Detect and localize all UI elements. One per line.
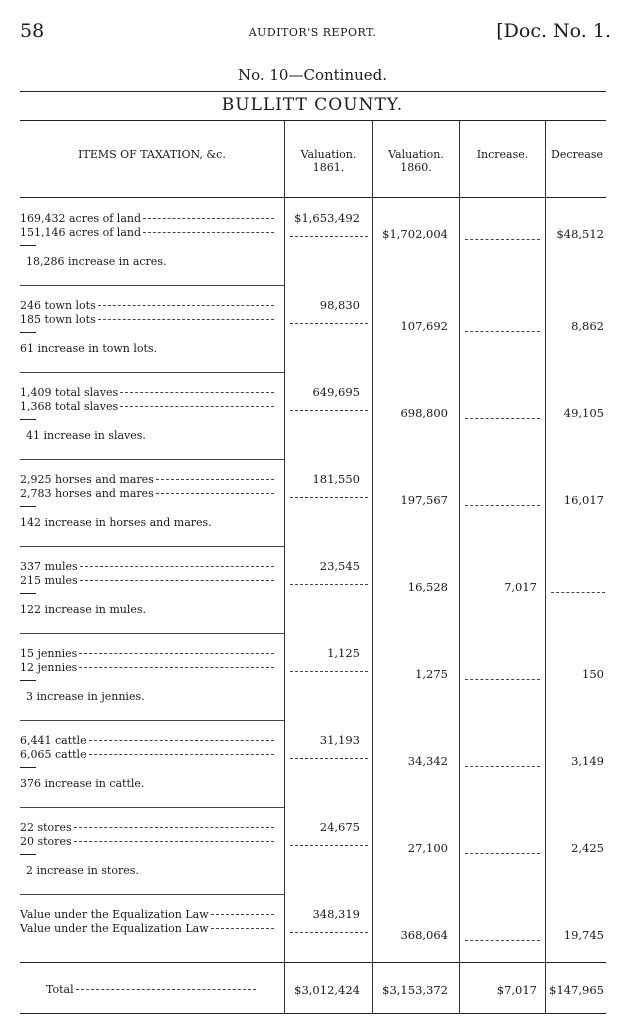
column-divider <box>284 121 285 1014</box>
increase-value: 7,017 <box>504 580 537 594</box>
row-separator <box>20 459 284 460</box>
note-tick <box>20 680 36 681</box>
row-separator <box>20 372 284 373</box>
row-separator <box>20 720 284 721</box>
valuation-1861-rule <box>290 758 368 759</box>
increase-rule <box>465 505 540 506</box>
decrease-rule <box>551 592 605 593</box>
valuation-1860-value: 27,100 <box>407 841 448 855</box>
valuation-1861-rule <box>290 323 368 324</box>
column-divider <box>372 121 373 1014</box>
decrease-value: 49,105 <box>563 406 604 420</box>
valuation-1860-value: $1,702,004 <box>382 227 448 241</box>
item-line: Value under the Equalization Law <box>20 922 274 936</box>
rule-total-top <box>20 962 606 963</box>
item-line: 246 town lots <box>20 299 274 313</box>
increase-note: 18,286 increase in acres. <box>26 255 167 268</box>
valuation-1860-value: 197,567 <box>400 493 448 507</box>
note-tick <box>20 245 36 246</box>
item-line: 20 stores <box>20 835 274 849</box>
doc-number: [Doc. No. 1. <box>496 20 611 42</box>
increase-rule <box>465 766 540 767</box>
item-line: 215 mules <box>20 574 274 588</box>
note-tick <box>20 593 36 594</box>
table-title: No. 10—Continued. <box>237 66 388 84</box>
item-line: 22 stores <box>20 821 274 835</box>
column-header-items: ITEMS OF TAXATION, &c. <box>78 148 226 161</box>
valuation-1861-value: 23,545 <box>319 559 360 573</box>
item-line: 6,441 cattle <box>20 734 274 748</box>
item-line: 1,368 total slaves <box>20 400 274 414</box>
valuation-1861-rule <box>290 584 368 585</box>
total-label: Total <box>46 983 256 997</box>
column-header-valuation-1861: Valuation. 1861. <box>300 148 357 174</box>
total-valuation-1860: $3,153,372 <box>382 983 448 997</box>
valuation-1861-value: 181,550 <box>312 472 360 486</box>
increase-rule <box>465 679 540 680</box>
increase-note: 122 increase in mules. <box>20 603 147 616</box>
item-line: Value under the Equalization Law <box>20 908 274 922</box>
increase-note: 61 increase in town lots. <box>20 342 158 355</box>
total-valuation-1861: $3,012,424 <box>294 983 360 997</box>
column-header-decrease: Decrease <box>551 148 603 161</box>
valuation-1861-rule <box>290 845 368 846</box>
row-separator <box>20 807 284 808</box>
total-increase: $7,017 <box>496 983 537 997</box>
valuation-1860-value: 16,528 <box>407 580 448 594</box>
valuation-1860-value: 34,342 <box>407 754 448 768</box>
page-number: 58 <box>20 20 45 42</box>
running-title: AUDITOR'S REPORT. <box>248 26 377 39</box>
valuation-1861-value: 348,319 <box>312 907 360 921</box>
column-divider <box>459 121 460 1014</box>
decrease-value: 19,745 <box>563 928 604 942</box>
valuation-1861-rule <box>290 497 368 498</box>
item-line: 15 jennies <box>20 647 274 661</box>
increase-rule <box>465 418 540 419</box>
row-separator <box>20 633 284 634</box>
row-separator <box>20 285 284 286</box>
row-separator <box>20 546 284 547</box>
valuation-1861-rule <box>290 410 368 411</box>
increase-note: 3 increase in jennies. <box>26 690 145 703</box>
decrease-value: $48,512 <box>556 227 604 241</box>
note-tick <box>20 506 36 507</box>
rule-bottom <box>20 1013 606 1014</box>
county-heading: BULLITT COUNTY. <box>221 95 404 115</box>
increase-rule <box>465 239 540 240</box>
increase-rule <box>465 940 540 941</box>
row-separator <box>20 894 284 895</box>
valuation-1860-value: 698,800 <box>400 406 448 420</box>
column-header-increase: Increase. <box>476 148 529 161</box>
total-decrease: $147,965 <box>549 983 604 997</box>
valuation-1861-rule <box>290 671 368 672</box>
valuation-1861-value: $1,653,492 <box>294 211 360 225</box>
increase-note: 41 increase in slaves. <box>26 429 146 442</box>
item-line: 151,146 acres of land <box>20 226 274 240</box>
valuation-1861-rule <box>290 932 368 933</box>
increase-note: 142 increase in horses and mares. <box>20 516 212 529</box>
increase-note: 2 increase in stores. <box>26 864 139 877</box>
increase-rule <box>465 853 540 854</box>
increase-rule <box>465 331 540 332</box>
valuation-1861-value: 649,695 <box>312 385 360 399</box>
item-line: 1,409 total slaves <box>20 386 274 400</box>
note-tick <box>20 767 36 768</box>
item-line: 337 mules <box>20 560 274 574</box>
valuation-1861-value: 98,830 <box>319 298 360 312</box>
valuation-1861-rule <box>290 236 368 237</box>
note-tick <box>20 332 36 333</box>
item-line: 185 town lots <box>20 313 274 327</box>
note-tick <box>20 854 36 855</box>
valuation-1861-value: 1,125 <box>327 646 360 660</box>
decrease-value: 16,017 <box>563 493 604 507</box>
valuation-1861-value: 24,675 <box>319 820 360 834</box>
item-line: 2,783 horses and mares <box>20 487 274 501</box>
increase-note: 376 increase in cattle. <box>20 777 145 790</box>
rule-county <box>20 120 606 121</box>
valuation-1861-value: 31,193 <box>319 733 360 747</box>
note-tick <box>20 419 36 420</box>
item-line: 169,432 acres of land <box>20 212 274 226</box>
rule-header <box>20 197 606 198</box>
column-header-valuation-1860: Valuation. 1860. <box>388 148 444 174</box>
valuation-1860-value: 107,692 <box>400 319 448 333</box>
decrease-value: 150 <box>582 667 604 681</box>
decrease-value: 8,862 <box>571 319 604 333</box>
column-divider <box>545 121 546 1014</box>
decrease-value: 2,425 <box>571 841 604 855</box>
decrease-value: 3,149 <box>571 754 604 768</box>
item-line: 12 jennies <box>20 661 274 675</box>
item-line: 6,065 cattle <box>20 748 274 762</box>
valuation-1860-value: 1,275 <box>415 667 448 681</box>
rule-top <box>20 91 606 92</box>
item-line: 2,925 horses and mares <box>20 473 274 487</box>
valuation-1860-value: 368,064 <box>400 928 448 942</box>
